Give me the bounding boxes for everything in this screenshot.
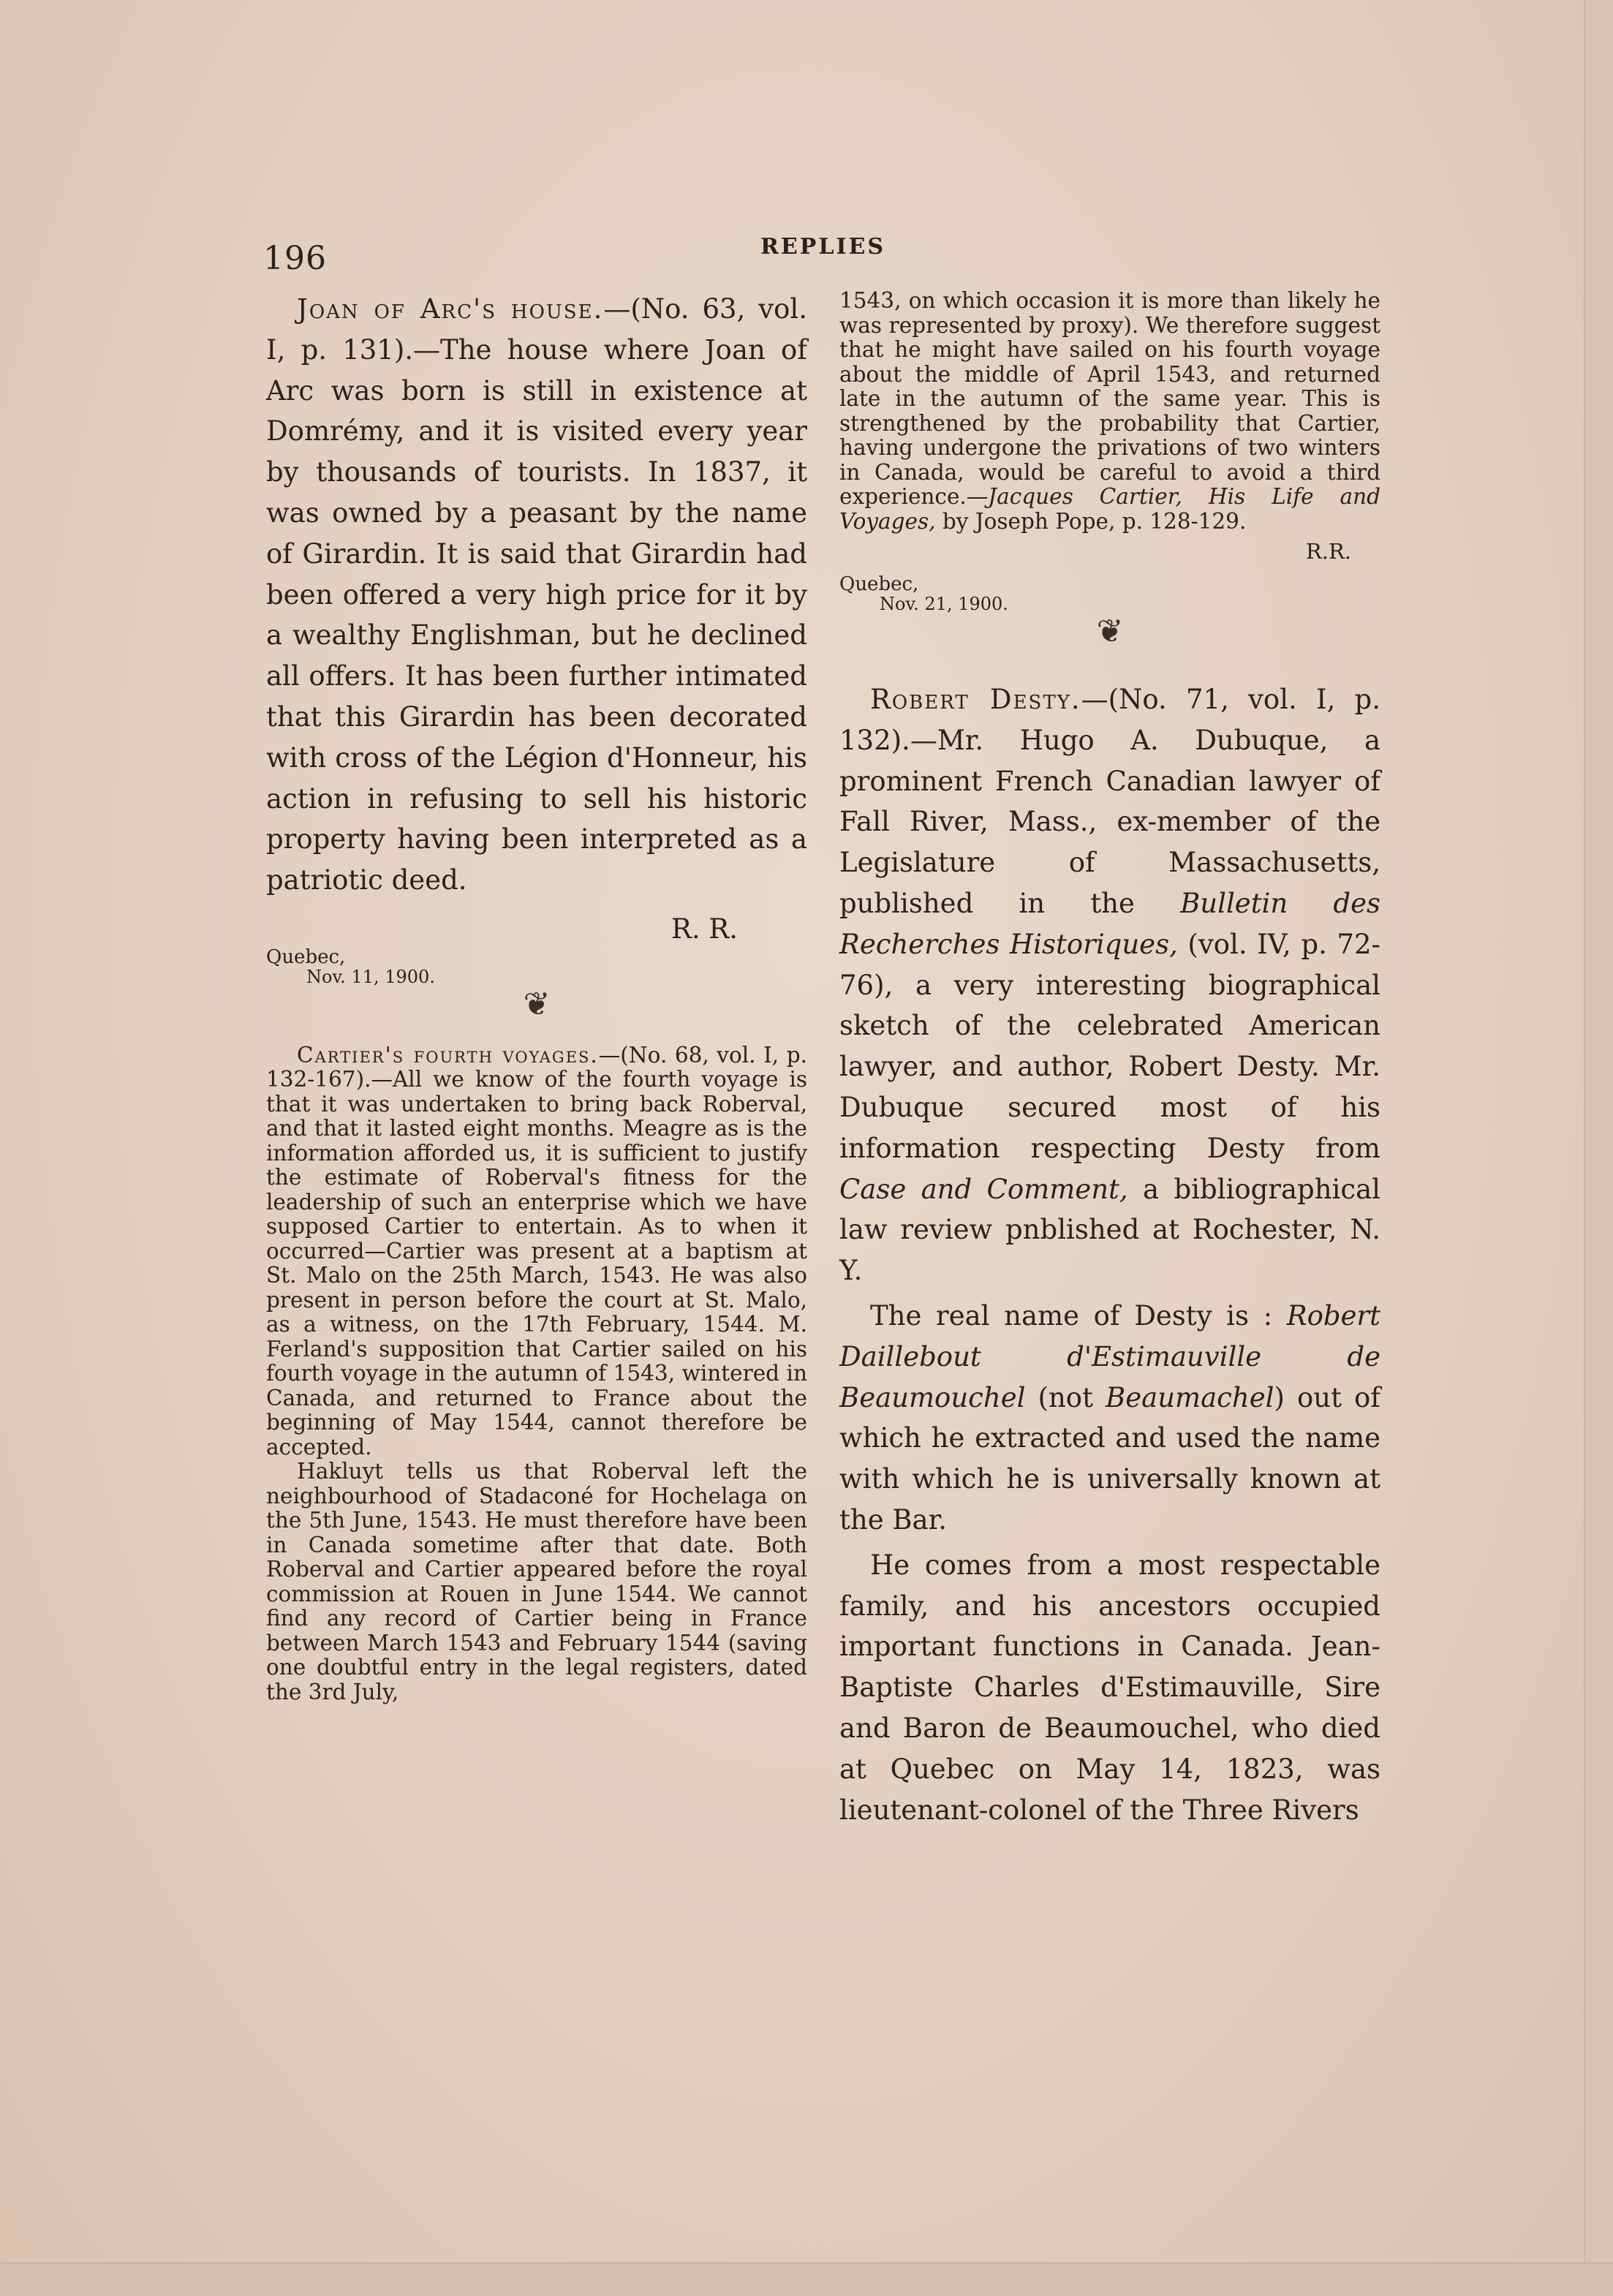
desty-real-name: Robert Daillebout d'Estimauville de Beaumouchel [839, 1299, 1380, 1413]
desty-ref: —(No. 71, vol. I, p. 132). [839, 684, 1380, 756]
joan-title: Joan of Arc's house. [297, 293, 604, 325]
cartier-source-title: Jacques Cartier, His Life and Voyages, [839, 484, 1380, 534]
desty-article-p3: He comes from a most respectable family, and his ancestors occupied important functions in Canada. Jean-Baptiste Charles d'Estimauville, Sire and Baron de Beaumouchel, who died at Quebec on May 14, 1823, was lieutenant-colonel of the Three Rivers [839, 1549, 1380, 1826]
cartier-source-rest: by Joseph Pope, p. 128-129. [935, 508, 1247, 534]
desty-p2-c: ) out of which he extracted and used the name with which he is universally known at the Bar. [839, 1381, 1381, 1536]
page-header [263, 234, 1382, 278]
cartier-p1: —All we know of the fourth voyage is that it was undertaken to bring back Roberval, and that it lasted eight months. Meagre as is the information afforded us, it is sufficient to justify the estimate of Roberval's fitness for the leadership of such an enterprise which we have supposed Cartier to entertain. As to when it occurred—Cartier was present at a baptism at St. Malo on the 25th March, 1543. He was also present in person before the court at St. Malo, as a witness, on the 17th February, 1544. M. Ferland's supposition that Cartier sailed on his fourth voyage in the autumn of 1543, wintered in Canada, and returned to France about the beginning of May 1544, cannot therefore be accepted. [266, 1067, 807, 1459]
cartier-title: Cartier's fourth voyages. [297, 1042, 599, 1068]
cartier-ref: —(No. 68, vol. I, p. 132-167). [266, 1042, 807, 1092]
desty-p2-a: The real name of Desty is : [870, 1299, 1287, 1332]
page-number: 196 [263, 240, 327, 277]
desty-article-p1 [839, 679, 1380, 1291]
fleuron-ornament-icon: ❦ [523, 985, 551, 1023]
cartier-article-p2 [266, 1459, 807, 1704]
section-gap [839, 650, 1380, 679]
joan-place: Quebec, [266, 945, 346, 968]
cartier-date: Nov. 21, 1900. [880, 594, 1008, 614]
desty-p1-c: a bibliographical law review pnblished at Rochester, N. Y. [839, 1173, 1380, 1287]
running-head: REPLIES [760, 234, 886, 260]
joan-signature: R. R. [670, 913, 738, 945]
cartier-place: Quebec, [839, 573, 919, 595]
cartier-continuation [839, 289, 1380, 534]
joan-ref: —(No. 63, vol. I, p. 131). [266, 293, 807, 366]
right-column [839, 289, 1380, 1897]
cartier-signature: R.R. [1305, 539, 1351, 564]
desty-article-p2 [839, 1296, 1380, 1541]
cartier-p2-continued: 1543, on which occasion it is more than likely he was represented by proxy). We therefore suggest that he might have sailed on his fourth voyage about the middle of April 1543, and returned late in the autumn of the same year. This is strengthened by the probability that Cartier, having undergone the privations of two winters in Canada, would be careful to avoid a third experience.— [839, 288, 1380, 509]
joan-body: —The house where Joan of Arc was born is still in existence at Domrémy, and it is visited every year by thousands of tourists. In 1837, it was owned by a peasant by the name of Girardin. It is said that Girardin had been offered a very high price for it by a wealthy Englishman, but he declined all offers. It has been further intimated that this Girardin has been decorated with cross of the Légion d'Honneur, his action in refusing to sell his historic property having been interpreted as a patriotic deed. [266, 333, 808, 896]
desty-not-name: Beaumachel [1106, 1381, 1274, 1413]
desty-case-title: Case and Comment, [839, 1173, 1128, 1205]
desty-p1-a: —Mr. Hugo A. Dubuque, a prominent French Canadian lawyer of Fall River, Mass., ex-member of the Legislature of Massachusetts, published in the [839, 724, 1380, 919]
cartier-p2: Hakluyt tells us that Roberval left the neighbourhood of Stadaconé for Hochelaga on the 5th June, 1543. He must therefore have been in Canada sometime after that date. Both Roberval and Cartier appeared before the royal commission at Rouen in June 1544. We cannot find any record of Cartier being in France between March 1543 and February 1544 (saving one doubtful entry in the legal registers, dated the 3rd July, [266, 1459, 807, 1704]
desty-p1-b: (vol. IV, p. 72-76), a very interesting biographical sketch of the celebrated American lawyer, and author, Robert Desty. Mr. Dubuque secured most of his information respecting Desty from [839, 928, 1380, 1164]
desty-p2-b: (not [1025, 1381, 1106, 1413]
page-edge-right [1584, 0, 1613, 2296]
cartier-article-p1 [266, 1043, 807, 1460]
page-edge-bottom [0, 2262, 1613, 2296]
fleuron-ornament-icon: ❦ [1096, 613, 1124, 650]
desty-title: Robert Desty. [870, 684, 1081, 715]
desty-bulletin-title: Bulletin des Recherches Historiques, [839, 887, 1380, 960]
joan-article [266, 289, 807, 901]
joan-date: Nov. 11, 1900. [306, 966, 435, 987]
left-column [266, 289, 807, 1897]
